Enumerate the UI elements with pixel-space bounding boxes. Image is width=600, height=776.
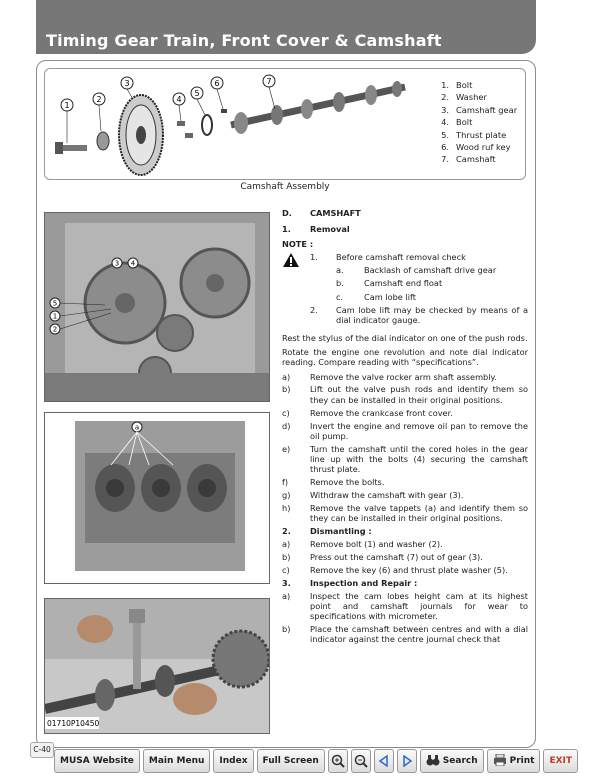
note-item: 1. Before camshaft removal check [310,251,466,262]
procedure-text [282,208,528,647]
parts-list-item: 6. Wood ruf key [441,142,511,153]
exit-button[interactable]: EXIT [543,749,578,773]
main-menu-button[interactable]: Main Menu [143,749,211,773]
note-subitem: a. Backlash of camshaft drive gear [336,265,497,276]
photo2-callout-a: a [134,423,140,432]
bottom-toolbar [54,749,578,773]
photo-code: 01710P10450 [47,719,100,728]
photo1-callout-2: 2 [52,325,58,334]
section-heading: D. CAMSHAFT [282,208,361,218]
bolt-4-drawing [177,121,185,126]
page-number: C-40 [30,742,54,758]
figure-caption: Camshaft Assembly [240,182,330,192]
callout-3: 3 [124,79,130,88]
washer-drawing [97,132,109,150]
step-item: d) Invert the engine and remove oil pan to remove the oil pump. [282,420,528,441]
zoom-out-icon[interactable] [351,749,371,773]
callout-1: 1 [64,101,70,110]
page-header [36,0,536,54]
step-item: g) Withdraw the camshaft with gear (3). [282,490,464,501]
parts-list-item: 3. Camshaft gear [441,104,518,115]
step-item: b) Place the camshaft between centres and with a dial indicator against the centre journal check that [282,624,528,645]
bolt-1-head-drawing [55,142,63,154]
callout-5: 5 [194,89,200,98]
camshaft-drawing [231,81,405,134]
step-item: a) Remove bolt (1) and washer (2). [282,539,443,550]
callout-4: 4 [176,95,182,104]
photo-micrometer-camshaft [44,598,270,734]
step-item: f) Remove the bolts. [282,477,385,488]
photo1-callout-1: 1 [52,312,58,321]
photo-engine-gears [44,212,270,402]
next-page-icon[interactable] [397,749,417,773]
step-item: a) Inspect the cam lobes height cam at its highest point and camshaft journals for wear to specifications with micrometer. [282,590,528,622]
photo1-callout-3: 3 [114,259,120,268]
subsection-dismantling: 2. Dismantling : [282,526,372,537]
step-item: a) Remove the valve rocker arm shaft assembly. [282,371,497,382]
note-subitem: c. Cam lobe lift [336,291,416,302]
index-button[interactable]: Index [213,749,253,773]
photo1-callout-5: 5 [52,299,58,308]
subsection-inspection: 3. Inspection and Repair : [282,577,418,588]
print-button[interactable] [487,749,541,773]
printer-icon [493,754,507,769]
zoom-in-icon[interactable] [328,749,348,773]
note-label: NOTE : [282,238,314,249]
parts-list-item: 4. Bolt [441,117,473,128]
parts-list-item: 5. Thrust plate [441,129,507,140]
step-item: b) Lift out the valve push rods and identify them so they can be installed in their original positions. [282,384,528,405]
paragraph: Rest the stylus of the dial indicator on one of the push rods. [282,332,528,343]
paragraph: Rotate the engine one revolution and note dial indicator reading. Compare reading with “specifications”. [282,346,528,368]
parts-list [433,79,517,166]
parts-list-item: 2. Washer [441,92,487,103]
step-item: c) Remove the key (6) and thrust plate washer (5). [282,564,508,575]
previous-page-icon[interactable] [374,749,394,773]
step-item: c) Remove the crankcase front cover. [282,407,453,418]
photo1-callout-4: 4 [130,259,136,268]
parts-list-item: 1. Bolt [441,80,473,90]
thrust-plate-drawing [202,115,212,135]
warning-icon [282,252,310,329]
note-item: 2. Cam lobe lift may be checked by means of a dial indicator gauge. [310,305,528,326]
step-item: b) Press out the camshaft (7) out of gear (3). [282,551,483,562]
step-item: h) Remove the valve tappets (a) and identify them so they can be installed in their original positions. [282,502,528,524]
musa-website-button[interactable]: MUSA Website [54,749,140,773]
camshaft-assembly-diagram [44,68,526,180]
bolt-1-drawing [61,145,87,151]
subsection-removal: 1. Removal [282,224,350,235]
step-item: e) Turn the camshaft until the cored holes in the gear line up with the bolts (4) securing the camshaft thrust plate. [282,443,528,475]
note-subitem: b. Camshaft end float [336,278,443,289]
micrometer-drawing [133,619,141,689]
search-button[interactable] [420,749,484,773]
callout-7: 7 [266,77,272,86]
photo-engine-block-tappets [44,412,270,584]
callout-6: 6 [214,79,220,88]
search-label: Search [442,756,478,766]
callout-2: 2 [96,95,102,104]
wood-ruf-key-drawing [221,109,227,113]
binoculars-icon [426,754,440,769]
note-block [282,252,528,329]
print-label: Print [509,756,535,766]
parts-list-item: 7. Camshaft [441,154,496,165]
page-title: Timing Gear Train, Front Cover & Camshaft [46,31,442,50]
full-screen-button[interactable]: Full Screen [257,749,325,773]
